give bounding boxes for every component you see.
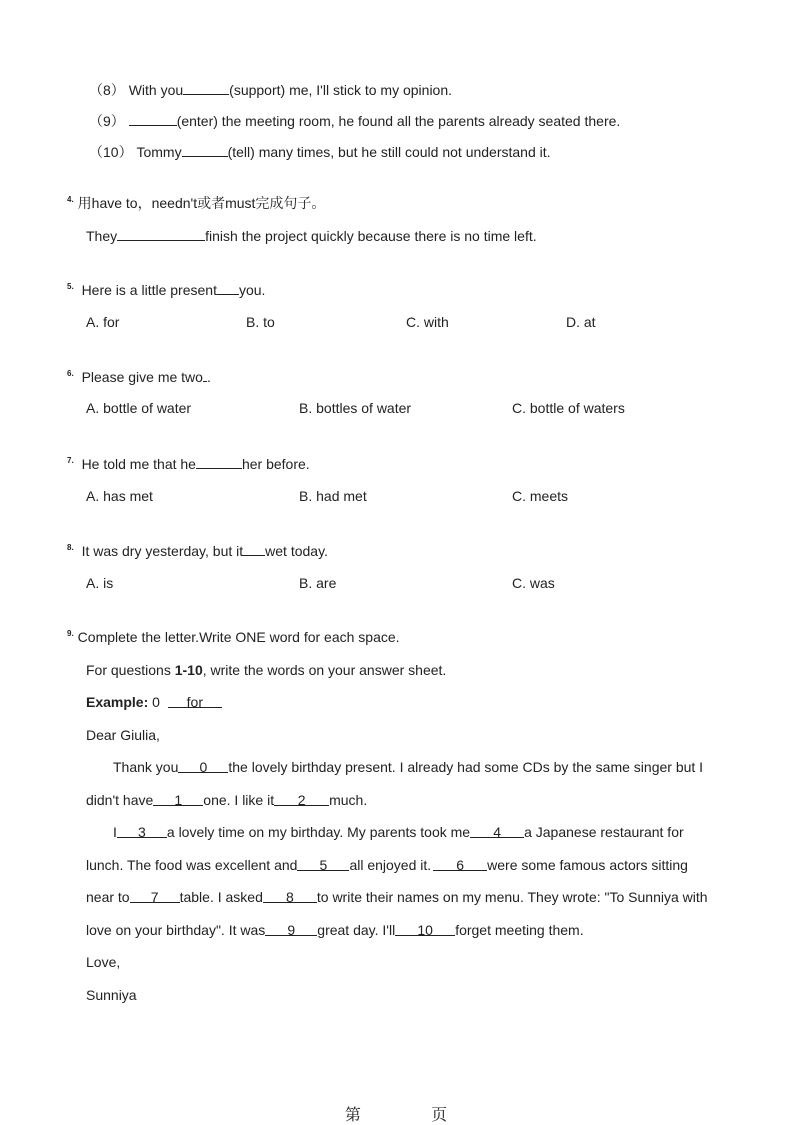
q5-option-a[interactable]: A. for	[86, 314, 120, 330]
q6-option-c[interactable]: C. bottle of waters	[512, 400, 625, 416]
letter-blank-7[interactable]: 7	[130, 888, 180, 903]
letter-signature: Sunniya	[86, 987, 137, 1003]
example-answer: for	[168, 693, 222, 708]
answer-blank[interactable]	[243, 541, 265, 556]
letter-blank-5[interactable]: 5	[297, 856, 349, 871]
q3-item-9: （9） (enter) the meeting room, he found all the parents already seated there.	[89, 113, 621, 129]
q7-option-c[interactable]: C. meets	[512, 488, 569, 504]
q8-stem: $^{8.}$ It was dry yesterday, but it wet today.	[67, 543, 328, 559]
q3-item-10: （10） Tommy (tell) many times, but he still could not understand it.	[89, 144, 551, 160]
letter-blank-0: 0	[178, 758, 228, 773]
letter-line-5: near to 7 table. I asked 8 to write their names on my menu. They wrote: "To Sunniya with	[86, 889, 708, 905]
q6-option-b[interactable]: B. bottles of water	[299, 400, 412, 416]
q4-sentence: They finish the project quickly because there is no time left.	[86, 228, 537, 244]
letter-blank-6[interactable]: 6	[433, 856, 487, 871]
q9-example: Example: 0 for	[86, 693, 222, 711]
q8-option-b[interactable]: B. are	[299, 575, 337, 591]
answer-blank[interactable]	[196, 454, 242, 469]
letter-line-4: lunch. The food was excellent and 5 all enjoyed it. 6 were some famous actors sitting	[86, 857, 688, 873]
page-footer: 第 页	[344, 1105, 448, 1124]
q6-option-a[interactable]: A. bottle of water	[86, 400, 192, 416]
q8-option-a[interactable]: A. is	[86, 575, 114, 591]
letter-blank-8[interactable]: 8	[263, 888, 317, 903]
letter-line-1: Thank you 0 the lovely birthday present. I already had some CDs by the same singer but I	[113, 759, 704, 775]
q5-option-c[interactable]: C. with	[406, 314, 449, 330]
answer-blank[interactable]	[182, 142, 228, 157]
q4-prompt: $^{4.}$ 用have to，needn't或者must完成句子。	[67, 195, 326, 211]
q3-item-8: （8） With you (support) me, I'll stick to my opinion.	[89, 82, 453, 98]
letter-line-3: I 3 a lovely time on my birthday. My parents took me 4 a Japanese restaurant for	[113, 824, 684, 840]
letter-blank-9[interactable]: 9	[265, 921, 317, 936]
q6-stem: $^{6.}$ Please give me two .	[67, 369, 211, 385]
q5-option-b[interactable]: B. to	[246, 314, 275, 330]
q8-option-c[interactable]: C. was	[512, 575, 555, 591]
q5-option-d[interactable]: D. at	[566, 314, 596, 330]
q9-instructions: For questions 1-10, write the words on your answer sheet.	[86, 662, 447, 678]
letter-blank-4[interactable]: 4	[470, 823, 524, 838]
q7-option-b[interactable]: B. had met	[299, 488, 367, 504]
q7-stem: $^{7.}$ He told me that he her before.	[67, 456, 310, 472]
q9-title: $^{9.}$ Complete the letter.Write ONE word for each space.	[67, 629, 400, 645]
q7-option-a[interactable]: A. has met	[86, 488, 153, 504]
q5-stem: $^{5.}$ Here is a little present you.	[67, 282, 266, 298]
letter-line-6: love on your birthday". It was 9 great day. I'll 10 forget meeting them.	[86, 922, 584, 938]
answer-blank[interactable]	[129, 111, 177, 126]
letter-blank-3[interactable]: 3	[117, 823, 167, 838]
letter-blank-1[interactable]: 1	[153, 791, 203, 806]
letter-blank-2[interactable]: 2	[274, 791, 329, 806]
letter-closing: Love,	[86, 954, 121, 970]
letter-greeting: Dear Giulia,	[86, 727, 160, 743]
answer-blank[interactable]	[183, 80, 229, 95]
answer-blank[interactable]	[117, 226, 205, 241]
letter-line-2: didn't have 1 one. I like it 2 much.	[86, 792, 368, 808]
answer-blank[interactable]	[217, 280, 239, 295]
letter-blank-10[interactable]: 10	[395, 921, 455, 936]
